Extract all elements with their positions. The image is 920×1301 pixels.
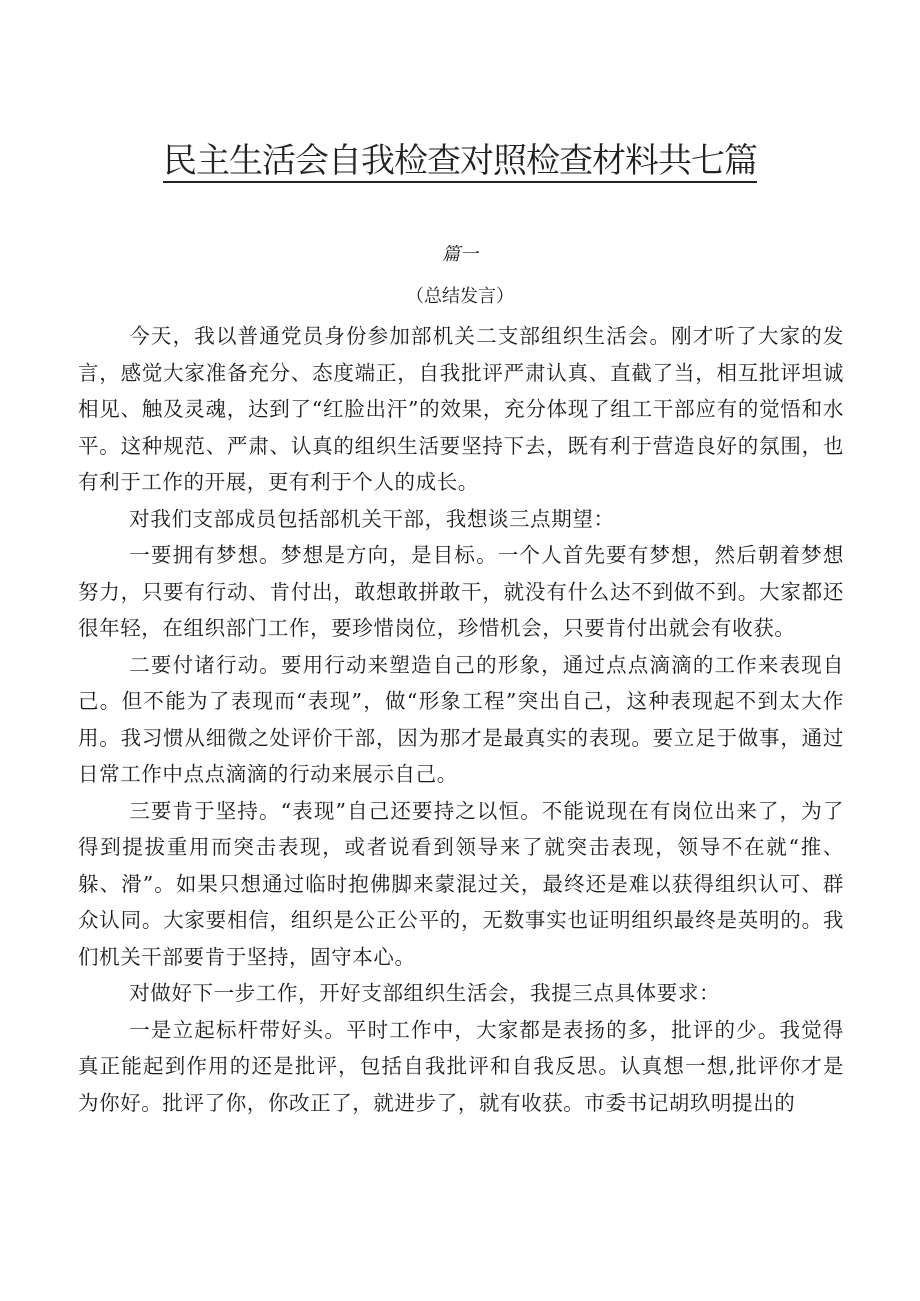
document-title <box>0 137 920 185</box>
paragraph: 三要肯于坚持。“表现”自己还要持之以恒。不能说现在有岗位出来了，为了得到提拔重用而突击表现，或者说看到领导来了就突击表现，领导不在就“推、躲、滑”。如果只想通过临时抱佛脚来蒙混过关，最终还是难以获得组织认可、群众认同。大家要相信，组织是公正公平的，无数事实也证明组织最终是英明的。我们机关干部要肯于坚持，固守本心。 <box>78 798 844 969</box>
paragraph: 一要拥有梦想。梦想是方向，是目标。一个人首先要有梦想，然后朝着梦想努力，只要有行动、肯付出，敢想敢拼敢干，就没有什么达不到做不到。大家都还很年轻，在组织部门工作，要珍惜岗位，珍惜机会，只要肯付出就会有收获。 <box>78 543 844 640</box>
section-subheading: （总结发言） <box>406 286 514 307</box>
document-body <box>78 318 844 1121</box>
paragraph: 二要付诸行动。要用行动来塑造自己的形象，通过点点滴滴的工作来表现自己。但不能为了表现而“表现”，做“形象工程”突出自己，这种表现起不到太大作用。我习惯从细微之处评价干部，因为那才是最真实的表现。要立足于做事，通过日常工作中点点滴滴的行动来展示自己。 <box>78 652 844 786</box>
paragraph: 对我们支部成员包括部机关干部，我想谈三点期望： <box>129 506 615 531</box>
paragraph: 今天，我以普通党员身份参加部机关二支部组织生活会。刚才听了大家的发言，感觉大家准备充分、态度端正，自我批评严肃认真、直截了当，相互批评坦诚相见、触及灵魂，达到了“红脸出汗”的效果，充分体现了组工干部应有的觉悟和水平。这种规范、严肃、认真的组织生活要坚持下去，既有利于营造良好的氛围，也有利于工作的开展，更有利于个人的成长。 <box>78 324 844 494</box>
section-heading: 篇一 <box>442 244 478 265</box>
paragraph: 一是立起标杆带好头。平时工作中，大家都是表扬的多，批评的少。我觉得真正能起到作用的还是批评，包括自我批评和自我反思。认真想一想,批评你才是为你好。批评了你，你改正了，就进步了，就有收获。市委书记胡玖明提出的 <box>78 1017 844 1115</box>
paragraph: 对做好下一步工作，开好支部组织生活会，我提三点具体要求： <box>129 981 721 1005</box>
document-title-text: 民主生活会自我检查对照检查材料共七篇 <box>163 141 757 181</box>
